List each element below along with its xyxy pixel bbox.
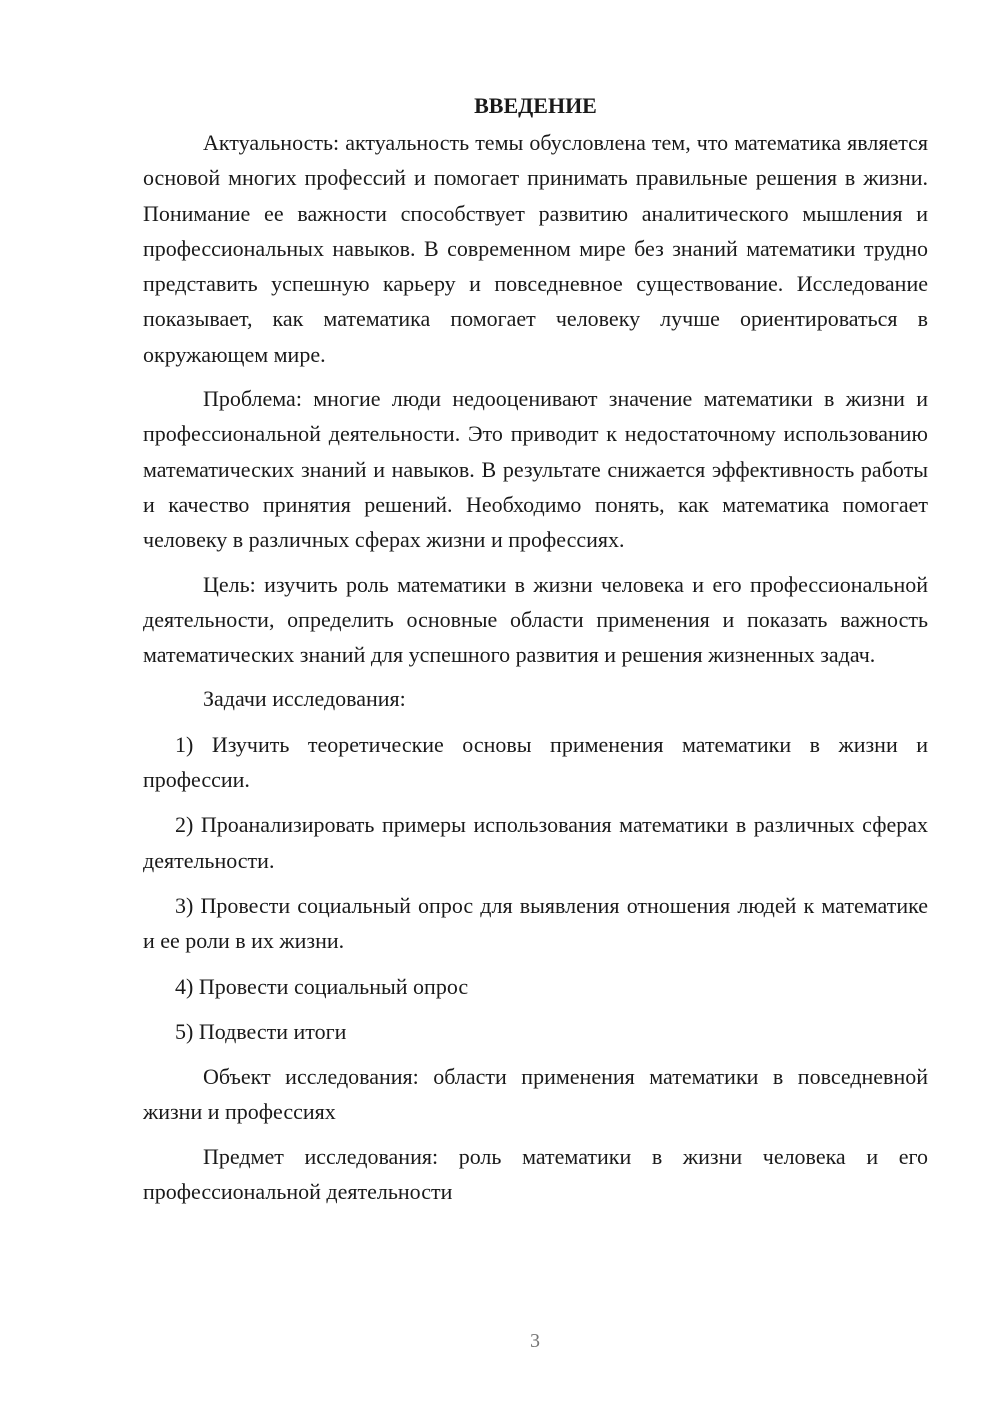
task-item-5: 5) Подвести итоги	[175, 1018, 347, 1044]
goal-paragraph: Цель: изучить роль математики в жизни человека и его профессиональной деятельности, определить основные области применения и показать важность математических знаний для успешного развития и решения жизненных задач.	[143, 571, 928, 668]
document-page	[143, 88, 928, 1218]
document-title: ВВЕДЕНИЕ	[474, 93, 597, 118]
task-item-2: 2) Проанализировать примеры использования математики в различных сферах деятельности.	[143, 812, 928, 873]
task-item-4: 4) Провести социальный опрос	[175, 973, 469, 999]
task-item-3: 3) Провести социальный опрос для выявления отношения людей к математике и ее роли в их жизни.	[143, 892, 928, 954]
subject-paragraph: Предмет исследования: роль математики в жизни человека и его профессиональной деятельности	[143, 1143, 928, 1205]
object-paragraph: Объект исследования: области применения математики в повседневной жизни и профессиях	[143, 1064, 928, 1125]
relevance-paragraph: Актуальность: актуальность темы обусловлена тем, что математика является основой многих профессий и помогает принимать правильные решения в жизни. Понимание ее важности способствует развитию аналитического мышления и профессиональных навыков. В современном мире без знаний математики трудно представить успешную карьеру и повседневное существование. Исследование показывает, как математика помогает человеку лучше ориентироваться в окружающем мире.	[143, 130, 928, 367]
page-number: 3	[530, 1330, 540, 1352]
problem-paragraph: Проблема: многие люди недооценивают значение математики в жизни и профессиональной деятельности. Это приводит к недостаточному использованию математических знаний и навыков. В результате снижается эффективность работы и качество принятия решений. Необходимо понять, как математика помогает человеку в различных сферах жизни и профессиях.	[143, 386, 928, 553]
task-item-1: 1) Изучить теоретические основы применения математики в жизни и профессии.	[143, 731, 928, 793]
tasks-heading: Задачи исследования:	[203, 686, 406, 712]
